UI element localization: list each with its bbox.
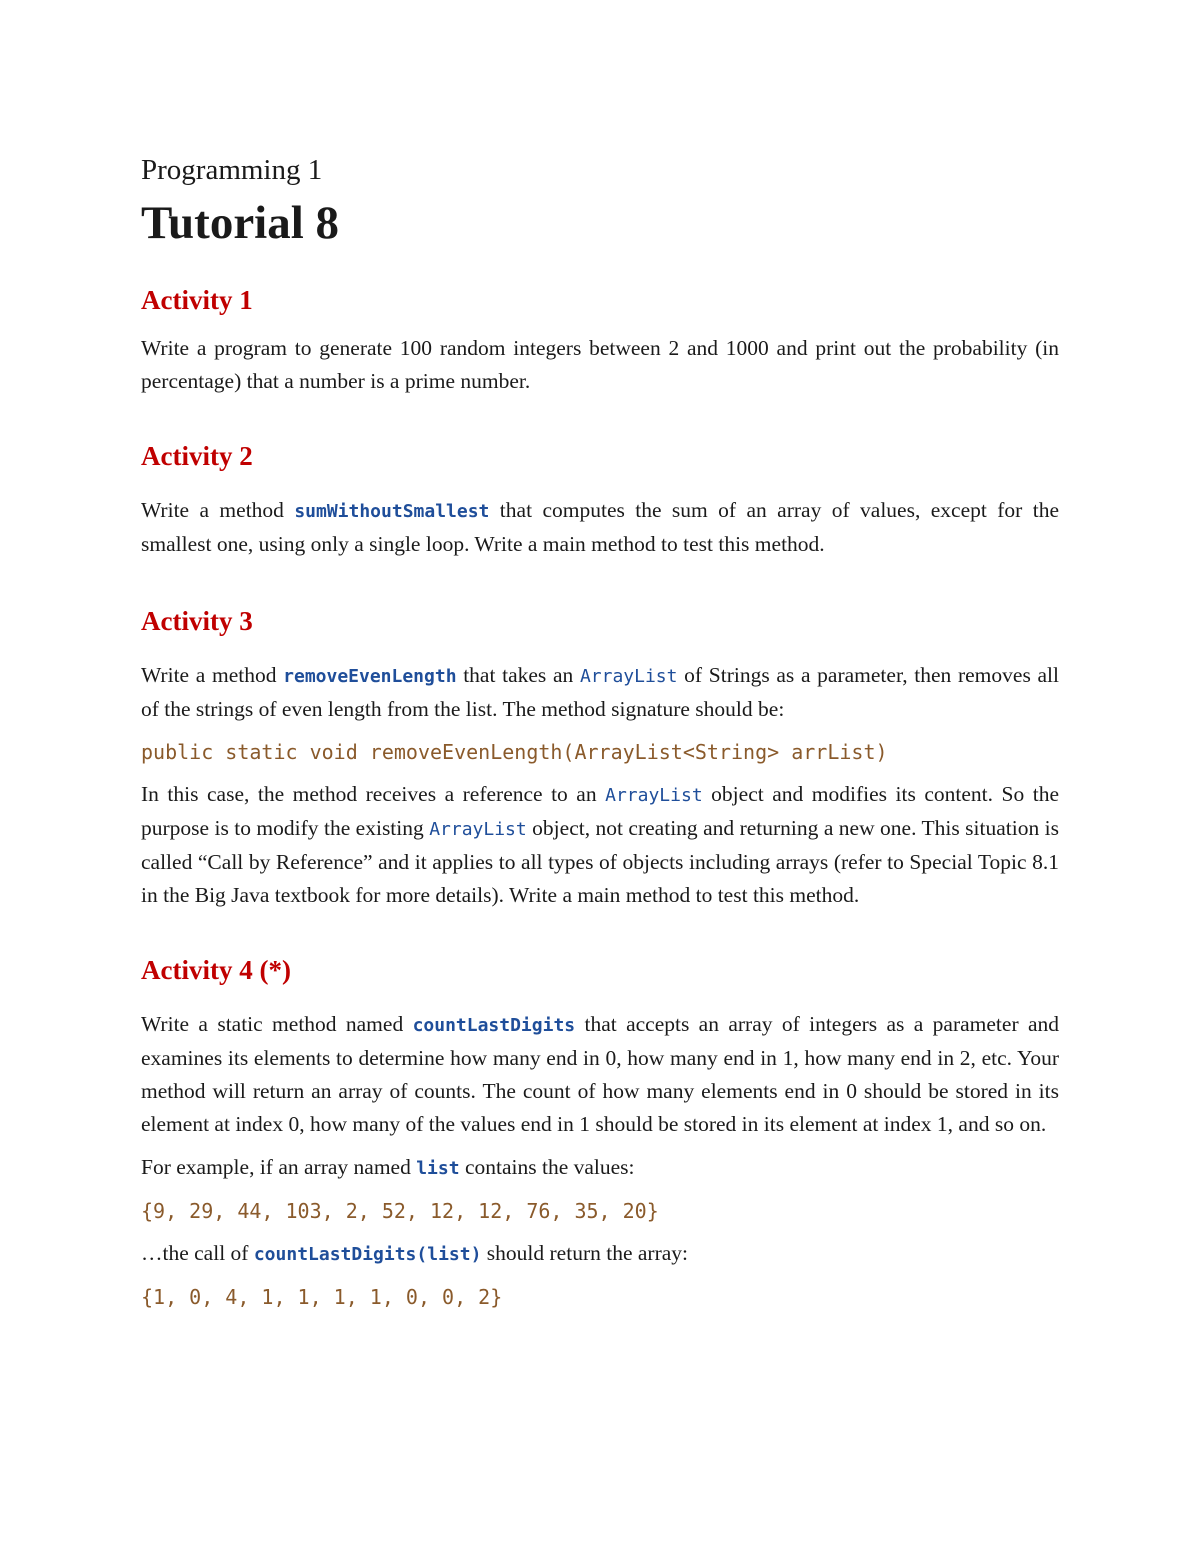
course-name: Programming 1: [141, 154, 323, 186]
method-call-code: countLastDigits(list): [253, 1244, 482, 1265]
method-signature-code: public static void removeEvenLength(ArrayList<String> arrList): [141, 740, 888, 764]
result-values-code: {1, 0, 4, 1, 1, 1, 1, 0, 0, 2}: [141, 1285, 503, 1309]
activity-2-text: [141, 494, 1059, 561]
type-name-code: ArrayList: [605, 785, 703, 806]
text-span: that takes an: [456, 663, 580, 687]
activity-4-paragraph-1: [141, 1008, 1059, 1141]
text-span: object, not creating and returning a new one. This situation is called “Call by Reference” and it applies to all types of objects including arrays (refer to Special Topic 8.1 in the Big Java textbook for more details). Write a main method to test this method.: [141, 816, 1059, 907]
activity-3-paragraph-1: [141, 659, 1059, 726]
activity-2-heading: Activity 2: [141, 441, 253, 471]
activity-4-heading: Activity 4 (*): [141, 955, 291, 985]
variable-name-code: list: [416, 1158, 460, 1179]
activity-4-paragraph-3: [141, 1237, 1059, 1271]
type-name-code: ArrayList: [579, 666, 678, 687]
text-span: Write a method: [141, 663, 284, 687]
activity-4-paragraph-2: [141, 1151, 1059, 1185]
text-span: of Strings as a parameter, then removes all of the strings of even length from the list. The method signature should be:: [141, 663, 1059, 721]
activity-3-paragraph-2: [141, 778, 1059, 912]
type-name-code: ArrayList: [429, 819, 527, 840]
method-name-code: sumWithoutSmallest: [294, 501, 490, 522]
activity-3-heading: Activity 3: [141, 606, 253, 636]
text-span: In this case, the method receives a reference to an: [141, 782, 606, 806]
text-span: object and modifies its content. So the purpose is to modify the existing: [141, 782, 1059, 840]
activity-1-heading: Activity 1: [141, 285, 253, 315]
text-span: For example, if an array named: [141, 1155, 417, 1179]
document-page: [141, 150, 1059, 1315]
text-span: …the call of: [141, 1241, 254, 1265]
input-values-code: {9, 29, 44, 103, 2, 52, 12, 12, 76, 35, 20}: [141, 1199, 659, 1223]
page-title: Tutorial 8: [141, 197, 340, 249]
text-span: Write a static method named: [141, 1012, 413, 1036]
text-span: that computes the sum of an array of values, except for the smallest one, using only a single loop. Write a main method to test this method.: [141, 498, 1059, 556]
activity-1-text: Write a program to generate 100 random integers between 2 and 1000 and print out the probability (in percentage) that a number is a prime number.: [141, 336, 1059, 393]
text-span: contains the values:: [459, 1155, 635, 1179]
method-name-code: removeEvenLength: [283, 666, 457, 687]
method-name-code: countLastDigits: [412, 1015, 576, 1036]
text-span: that accepts an array of integers as a parameter and examines its elements to determine how many end in 0, how many end in 1, how many end in 2, etc. Your method will return an array of counts. The count of how many elements end in 0 should be stored in its element at index 0, how many of the values end in 1 should be stored in its element at index 1, and so on.: [141, 1012, 1059, 1136]
text-span: Write a method: [141, 498, 295, 522]
text-span: should return the array:: [481, 1241, 688, 1265]
